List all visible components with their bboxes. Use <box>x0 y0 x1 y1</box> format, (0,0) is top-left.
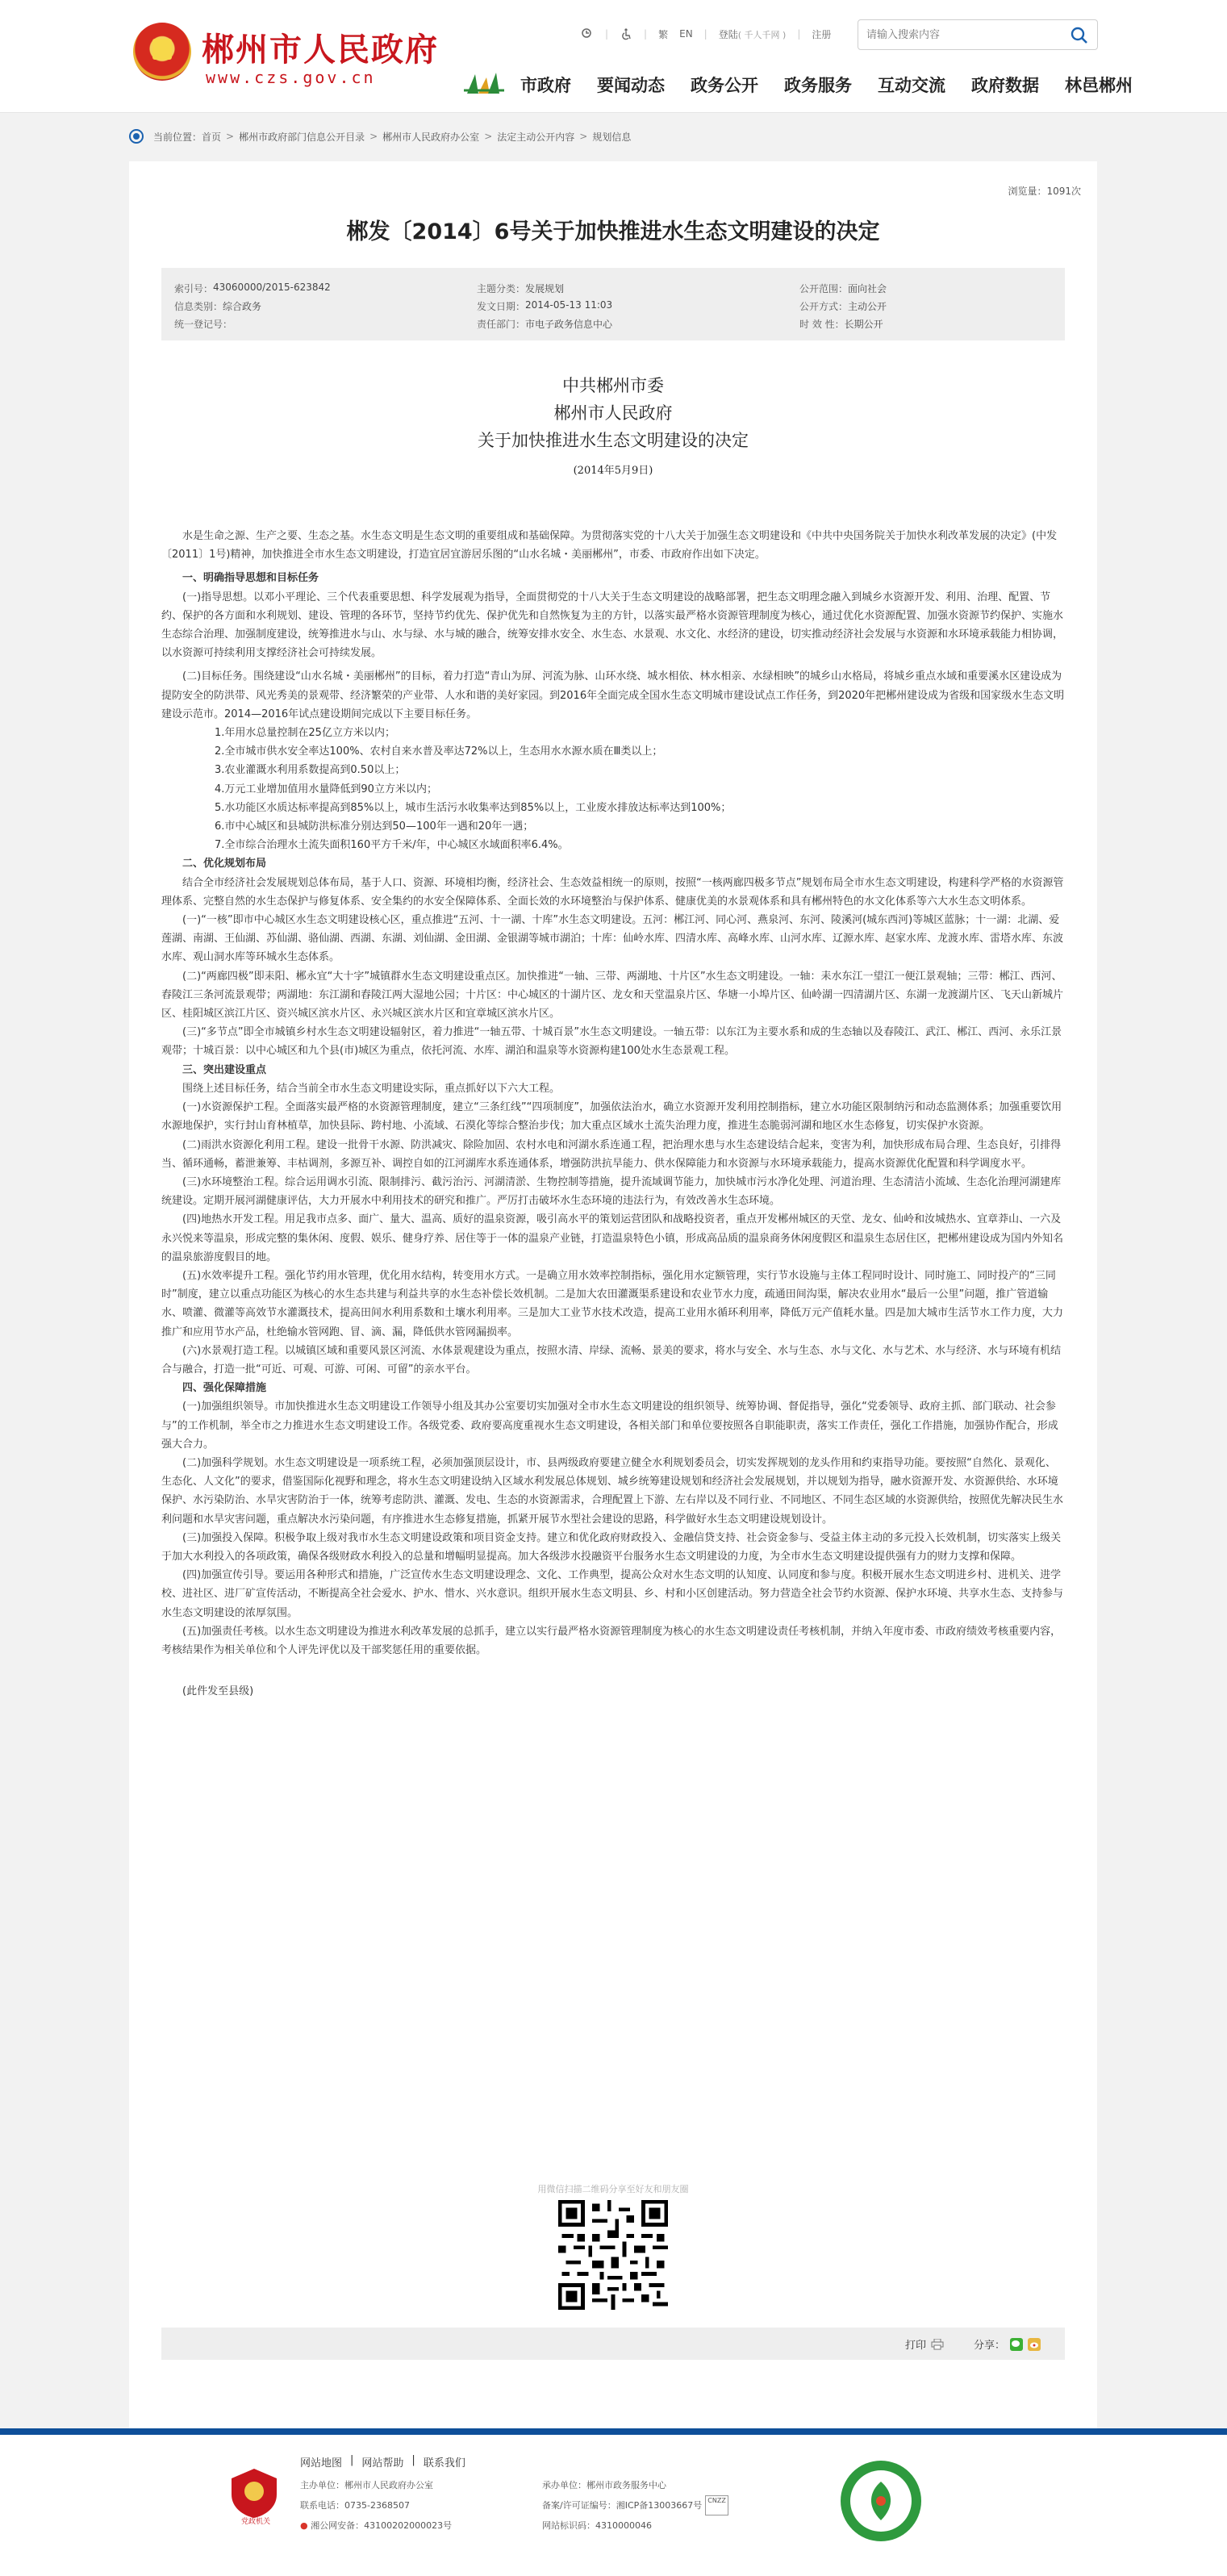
document-date: (2014年5月9日) <box>573 465 653 477</box>
list-item: 5.水功能区水质达标率提高到85%以上，城市生活污水收集率达到85%以上，工业废水排放达标率达到100%； <box>215 801 732 814</box>
party-government-emblem-icon[interactable] <box>228 2467 280 2519</box>
search-icon[interactable] <box>1070 26 1089 45</box>
qr-code-icon <box>558 2200 668 2310</box>
meta-label: 责任部门： <box>477 318 526 330</box>
paragraph: (二)目标任务。围绕建设“山水名城・美丽郴州”的目标，着力打造“青山为屏、河流为脉、山环水绕、城水相依、林水相亲、水绿相映”的城乡山水格局，将城乡重点水域和重要溪水区建设成为提防安全的防洪带、风光秀美的景观带、经济繁荣的产业带、人水和谐的美好家园。到2016年全面完成全国水生态文明城市建设试点工作任务，到2020年把郴州建设成为省级和国家级水生态文明建设示范市。2014—2016年试点建设期间完成以下主要目标任务。 <box>161 670 1065 720</box>
paragraph: 结合全市经济社会发展规划总体布局，基于人口、资源、环境相均衡，经济社会、生态效益相统一的原则，按照“一核两廊四极多节点”规划布局全市水生态文明建设，构建科学严格的水资源管理体系、完整自然的水生态保护与修复体系、安全集约的水安全保障体系、全面长效的水环境整治与保护体系、健康优美的水景观体系和具有郴州特色的水文化体系等六大水生态文明体系。 <box>161 876 1064 908</box>
list-item: 2.全市城市供水安全率达100%、农村自来水普及率达72%以上，生态用水水源水质在Ⅲ类以上； <box>215 745 663 758</box>
contact-phone: 联系电话：0735-2368507 <box>300 2500 410 2511</box>
paragraph: (五)加强责任考核。以水生态文明建设为推进水利改革发展的总抓手，建立以实行最严格水资源管理制度为核心的水生态文明建设责任考核机制，并纳入年度市委、市政府绩效考核重要内容，考核结果作为相关单位和个人评先评优以及干部奖惩任用的重要依据。 <box>161 1625 1062 1656</box>
distribution-note: (此件发至县级) <box>182 1685 254 1698</box>
top-links: | | 繁 EN | 登陆( 千人千网 ) | 注册 <box>581 24 831 44</box>
paragraph: (六)水景观打造工程。以城镇区域和重要风景区河流、水体景观建设为重点，按照水清、岸绿、流畅、景美的要求，将水与安全、水与生态、水与文化、水与艺术、水与经济、水与环境有机结合与融合，打造一批“可近、可观、可游、可闲、可留”的亲水平台。 <box>161 1344 1062 1376</box>
english-link[interactable]: EN <box>679 28 693 40</box>
wheelchair-icon[interactable] <box>620 27 632 40</box>
meta-index-no: 43060000/2015-623842 <box>213 281 331 293</box>
police-record-label: 湘公网安备：43100202000023号 <box>311 2520 453 2531</box>
contact-link[interactable]: 联系我们 <box>423 2457 465 2470</box>
breadcrumb: 当前位置： 首页 > 郴州市政府部门信息公开目录 > 郴州市人民政府办公室 > 法定主动公开内容 > 规划信息 <box>129 124 1097 148</box>
paragraph: (一)指导思想。以邓小平理论、三个代表重要思想、科学发展观为指导，全面贯彻党的十八大关于生态文明建设的战略部署，把生态文明理念融入到城乡水资源开发、利用、治理、配置、节约、保护的各方面和水利规划、建设、管理的各环节，坚持节约优先、保护优先和自然恢复为主的方针，以落实最严格水资源管理制度为核心，通过优化水资源配置、加强水资源节约保护、实施水生态综合治理、加强制度建设，统筹推进水与山、水与绿、水与城的融合，统筹安排水安全、水生态、水景观、水文化、水经济的建设，切实推动经济社会发展与水资源和水环境承载能力相协调，以水资源可持续利用支撑经济社会可持续发展。 <box>161 591 1064 660</box>
weibo-icon[interactable] <box>1028 2338 1041 2351</box>
login-label: 登陆 <box>718 28 738 40</box>
site-footer <box>0 2435 1227 2576</box>
section-heading: 一、明确指导思想和目标任务 <box>182 572 319 585</box>
section-heading: 四、强化保障措施 <box>182 1382 267 1395</box>
traditional-chinese-link[interactable]: 繁 <box>658 28 669 40</box>
section-heading: 二、优化规划布局 <box>182 858 267 870</box>
article-body <box>161 504 1065 1701</box>
qr-caption: 用微信扫描二维码分享至好友和朋友圈 <box>537 2184 689 2194</box>
meta-label: 时 效 性： <box>799 318 845 330</box>
site-id: 网站标识码：4310000046 <box>542 2520 652 2531</box>
nav-government-services[interactable]: 政务服务 <box>784 76 852 95</box>
document-title: 关于加快推进水生态文明建设的决定 <box>478 431 749 450</box>
breadcrumb-item[interactable]: 郴州市政府部门信息公开目录 <box>239 131 365 143</box>
footer-info <box>300 2475 728 2536</box>
printer-icon <box>931 2339 944 2350</box>
emblem-caption: 党政机关 <box>240 2518 270 2526</box>
meta-label: 主题分类： <box>477 282 526 294</box>
nav-government-affairs-open[interactable]: 政务公开 <box>691 76 758 95</box>
article-panel <box>129 161 1097 2432</box>
section-heading: 三、突出建设重点 <box>182 1063 267 1076</box>
breadcrumb-item[interactable]: 郴州市人民政府办公室 <box>382 131 480 143</box>
list-item: 3.农业灌溉水利用系数提高到0.50以上； <box>215 764 406 777</box>
meta-category: 综合政务 <box>223 300 262 312</box>
nav-interaction[interactable]: 互动交流 <box>878 76 945 95</box>
stat-badge[interactable]: CNZZ <box>705 2495 728 2515</box>
paragraph: (三)加强投入保障。积极争取上级对我市水生态文明建设政策和项目资金支持。建立和优化政府财政投入、金融信贷支持、社会资金参与、受益主体主动的多元投入长效机制，切实落实上级关于加大水利投入的各项政策，确保各级财政水利投入的总量和增幅明显提高。加大各级涉水投融资平台服务水生态文明建设的力度，为全市水生态文明建设提供强有力的财力支撑和保障。 <box>161 1531 1062 1563</box>
national-emblem-icon <box>133 23 191 81</box>
paragraph: (一)“一核”即市中心城区水生态文明建设核心区，重点推进“五河、十一湖、十库”水生态文明建设。五河：郴江河、同心河、燕泉河、东河、陵溪河(城东西河)等城区蓝脉；十一湖：北湖、爱莲湖、南湖、王仙湖、苏仙湖、骆仙湖、西湖、东湖、刘仙湖、金田湖、金银湖等城市湖泊；十库：仙岭水库、四清水库、高峰水库、山河水库、辽源水库、赵家水库、龙渡水库、雷塔水库、东波水库、观山洞水库等环城水生态体系。 <box>161 914 1064 964</box>
location-pin-icon <box>129 129 144 144</box>
breadcrumb-item[interactable]: 法定主动公开内容 <box>497 131 575 143</box>
nav-news[interactable]: 要闻动态 <box>597 76 665 95</box>
list-item: 6.市中心城区和县城防洪标准分别达到50—100年一遇和20年一遇； <box>215 820 534 833</box>
issuer-line: 郴州市人民政府 <box>553 403 673 423</box>
list-item: 4.万元工业增加值用水量降低到90立方米以内； <box>215 783 437 795</box>
footer-divider <box>0 2428 1227 2435</box>
meta-label: 信息类别： <box>174 300 223 312</box>
meta-theme: 发展规划 <box>525 282 565 294</box>
paragraph: 围绕上述目标任务，结合当前全市水生态文明建设实际，重点抓好以下六大工程。 <box>182 1082 561 1095</box>
share-group <box>974 2336 1041 2352</box>
paragraph: (二)“两廊四极”即耒阳、郴永宜“大十字”城镇群水生态文明建设重点区。加快推进“一轴、三带、两湖地、十片区”水生态文明建设。一轴：耒水东江一望江一便江景观轴；三带：郴江、西河、舂陵江三条河流景观带；两湖地：东江湖和舂陵江两大湿地公园；十片区：中心城区的十湖片区、龙女和天堂温泉片区、华塘一小埠片区、仙岭湖一四清湖片区、东湖一龙渡湖片区、飞天山新城片区、桂阳城区滨江片区、资兴城区滨水片区、永兴城区滨水片区和宜章城区滨水片区。 <box>161 970 1064 1021</box>
login-link[interactable] <box>719 27 787 41</box>
issuer-line: 中共郴州市委 <box>562 376 664 395</box>
search-box <box>858 19 1098 50</box>
sitemap-link[interactable]: 网站地图 <box>300 2457 343 2470</box>
list-item: 7.全市综合治理水土流失面积160平方千米/年，中心城区水域面积率6.4%。 <box>215 839 569 852</box>
article-title: 郴发〔2014〕6号关于加快推进水生态文明建设的决定 <box>346 219 880 244</box>
nav-linyi-chenzhou[interactable]: 林邑郴州 <box>1065 76 1133 95</box>
breadcrumb-label: 当前位置： <box>153 131 202 143</box>
paragraph: (二)雨洪水资源化利用工程。建设一批骨干水源、防洪减灾、除险加固、农村水电和河湖水系连通工程，把治理水患与水生态建设结合起来，变害为利，加快形成布局合理、生态良好，引排得当、循环通畅，蓄泄兼筹、丰枯调剂，多源互补、调控自如的江河湖库水系连通体系，增强防洪抗旱能力、供水保障能力和水资源与水环境承载能力，提高水资源优化配置和科学调度水平。 <box>161 1138 1062 1170</box>
paragraph: 水是生命之源、生产之要、生态之基。水生态文明是生态文明的重要组成和基础保障。为贯彻落实党的十八大关于加强生态文明建设和《中共中央国务院关于加快水利改革发展的决定》(中发〔2011〕1号)精神，加快推进全市水生态文明建设，打造宜居宜游居乐图的“山水名城・美丽郴州”，市委、市政府作出如下决定。 <box>161 530 1058 562</box>
print-button[interactable] <box>905 2336 944 2352</box>
site-header <box>0 0 1227 113</box>
meta-label: 统一登记号： <box>174 318 233 330</box>
meta-label: 索引号： <box>174 282 214 294</box>
nav-decoration-icon <box>464 69 504 98</box>
meta-label: 发文日期： <box>477 300 526 312</box>
article-toolbar <box>161 2328 1065 2360</box>
share-label: 分享： <box>973 2340 1005 2352</box>
nav-city-government[interactable]: 市政府 <box>520 76 571 95</box>
error-correction-badge-icon[interactable] <box>839 2459 923 2543</box>
host-unit: 主办单位：郴州市人民政府办公室 <box>300 2480 433 2490</box>
login-sub-label: ( 千人千网 ) <box>737 29 787 40</box>
document-meta <box>161 268 1065 340</box>
search-input[interactable] <box>866 27 1060 43</box>
meta-label: 公开范围： <box>799 282 849 294</box>
meta-label: 公开方式： <box>799 300 849 312</box>
accessibility-icon[interactable] <box>581 27 594 40</box>
paragraph: (二)加强科学规划。水生态文明建设是一项系统工程，必须加强顶层设计，市、县两级政府要建立健全水利规划委员会，切实发挥规划的龙头作用和约束指导功能。要按照“自然化、景观化、生态化、人文化”的要求，借鉴国际化视野和理念，将水生态文明建设纳入区域水利发展总体规划、城乡统筹建设规划和经济社会发展规划，并以规划为指导，融水资源开发、水资源供给、水环境保护、水污染防治、水旱灾害防治于一体，统筹考虑防洪、灌溉、发电、生态的水资源需求，合理配置上下游、左右岸以及不同行业、不同地区、不同生态区域的水资源供给，按照优先解决民生水利问题和水旱灾害问题，重点解决水污染问题，有序推进水生态修复措施，抓紧开展节水型社会建设的思路，科学做好水生态文明建设规划设计。 <box>161 1456 1064 1526</box>
meta-date: 2014-05-13 11:03 <box>525 299 613 311</box>
paragraph: (一)水资源保护工程。全面落实最严格的水资源管理制度，建立“三条红线”“四项制度”，加强依法治水，确立水资源开发利用控制指标，建立水功能区限制纳污和动态监测体系；加强重要饮用水源地保护，实行封山育林植草，加快县际、跨村地、小流域、石漠化等综合整治步伐；加大重点区域水土流失治理力度，推进生态脆弱河湖和地区水生态修复，切实保护水资源。 <box>161 1101 1062 1133</box>
site-name[interactable]: 郴州市人民政府 <box>202 31 439 69</box>
meta-validity: 长期公开 <box>844 318 883 330</box>
paragraph: (四)地热水开发工程。用足我市点多、面广、量大、温高、质好的温泉资源，吸引高水平的策划运营团队和战略投资者，重点开发郴州城区的天堂、龙女、仙岭和汝城热水、宜章莽山、一六及永兴悦来等温泉，形成完整的集休闲、度假、娱乐、健身疗养、居住等于一体的温泉产业链，打造温泉特色小镇，形成高品质的温泉商务休闲度假区和温泉生态居住区，把郴州建设成为国内外知名的温泉旅游度假目的地。 <box>161 1213 1064 1263</box>
undertake-unit: 承办单位：郴州市政务服务中心 <box>542 2480 666 2490</box>
print-label: 打印 <box>904 2340 926 2352</box>
site-url: www.czs.gov.cn <box>206 68 376 87</box>
icp-number[interactable]: 备案/许可证编号：湘ICP备13003667号 <box>542 2500 703 2511</box>
help-link[interactable]: 网站帮助 <box>361 2457 404 2470</box>
police-record[interactable]: ● 湘公网安备：43100202000023号 <box>300 2520 453 2531</box>
paragraph: (五)水效率提升工程。强化节约用水管理，优化用水结构，转变用水方式。一是确立用水效率控制指标，强化用水定额管理，实行节水设施与主体工程同时设计、同时施工、同时投产的“三同时”制度，建立以重点功能区为核心的水生态共建与利益共享的水生态补偿长效机制。二是加大农田灌溉渠系建设和农业节水力度，疏通田间沟渠，解决农业用水“最后一公里”问题，推广管道输水、喷灌、微灌等高效节水灌溉技术，提高田间水利用系数和土壤水利用率。三是加大工业节水技术改造，提高工业用水循环利用率，降低万元产值耗水量。四是加大城市生活节水工作力度，大力推广和应用节水产品，杜绝输水管网跑、冒、滴、漏，降低供水管网漏损率。 <box>161 1269 1064 1338</box>
paragraph: (一)加强组织领导。市加快推进水生态文明建设工作领导小组及其办公室要切实加强对全市水生态文明建设的组织领导、统筹协调、督促指导，强化“党委领导、政府主抓、部门联动、社会参与”的工作机制，举全市之力推进水生态文明建设工作。各级党委、政府要高度重视水生态文明建设，各相关部门和单位要按照各自职能职责，落实工作责任，强化工作措施，加强协作配合，形成强大合力。 <box>161 1401 1058 1451</box>
breadcrumb-item[interactable]: 规划信息 <box>592 131 632 143</box>
paragraph: (三)“多节点”即全市城镇乡村水生态文明建设辐射区，着力推进“一轴五带、十城百景”水生态文明建设。一轴五带：以东江为主要水系和成的生态轴以及春陵江、武江、郴江、西河、永乐江景观带；十城百景：以中心城区和九个县(市)城区为重点，依托河流、水库、湖泊和温泉等水资源构建100处水生态景观工程。 <box>161 1026 1062 1058</box>
wechat-icon[interactable] <box>1010 2338 1023 2351</box>
breadcrumb-home[interactable]: 首页 <box>202 131 222 143</box>
paragraph: (四)加强宣传引导。要运用各种形式和措施，广泛宣传水生态文明建设理念、文化、工作典型，提高公众对水生态文明的认知度、认同度和参与度。积极开展水生态文明进乡村、进机关、进学校、进社区、进厂矿宣传活动，不断提高全社会爱水、护水、惜水、兴水意识。组织开展水生态文明县、乡、村和小区创建活动。努力营造全社会节约水资源、保护水环境、共享水生态、支持参与水生态文明建设的浓厚氛围。 <box>161 1569 1064 1619</box>
nav-government-data[interactable]: 政府数据 <box>971 76 1039 95</box>
main-nav <box>520 73 1133 97</box>
paragraph: (三)水环境整治工程。综合运用调水引流、限制排污、截污治污、河湖清淤、生物控制等措施，提升流域调节能力，加快城市污水净化处理、河道治理、生态清洁小流域、生态化治理河湖建库统建设。定期开展河湖健康评估，大力开展水中利用技术的研究和推广。严厉打击破坏水生态环境的违法行为，有效改善水生态环境。 <box>161 1175 1062 1208</box>
register-link[interactable]: 注册 <box>812 28 832 40</box>
meta-scope: 面向社会 <box>848 282 887 294</box>
list-item: 1.年用水总量控制在25亿立方米以内； <box>215 727 395 740</box>
qr-share <box>129 2182 1097 2313</box>
view-count: 浏览量：1091次 <box>1008 186 1081 197</box>
meta-responsible-dept: 市电子政务信息中心 <box>525 318 613 330</box>
meta-method: 主动公开 <box>848 300 887 312</box>
footer-links: 网站地图 | 网站帮助 | 联系我们 <box>300 2454 465 2470</box>
